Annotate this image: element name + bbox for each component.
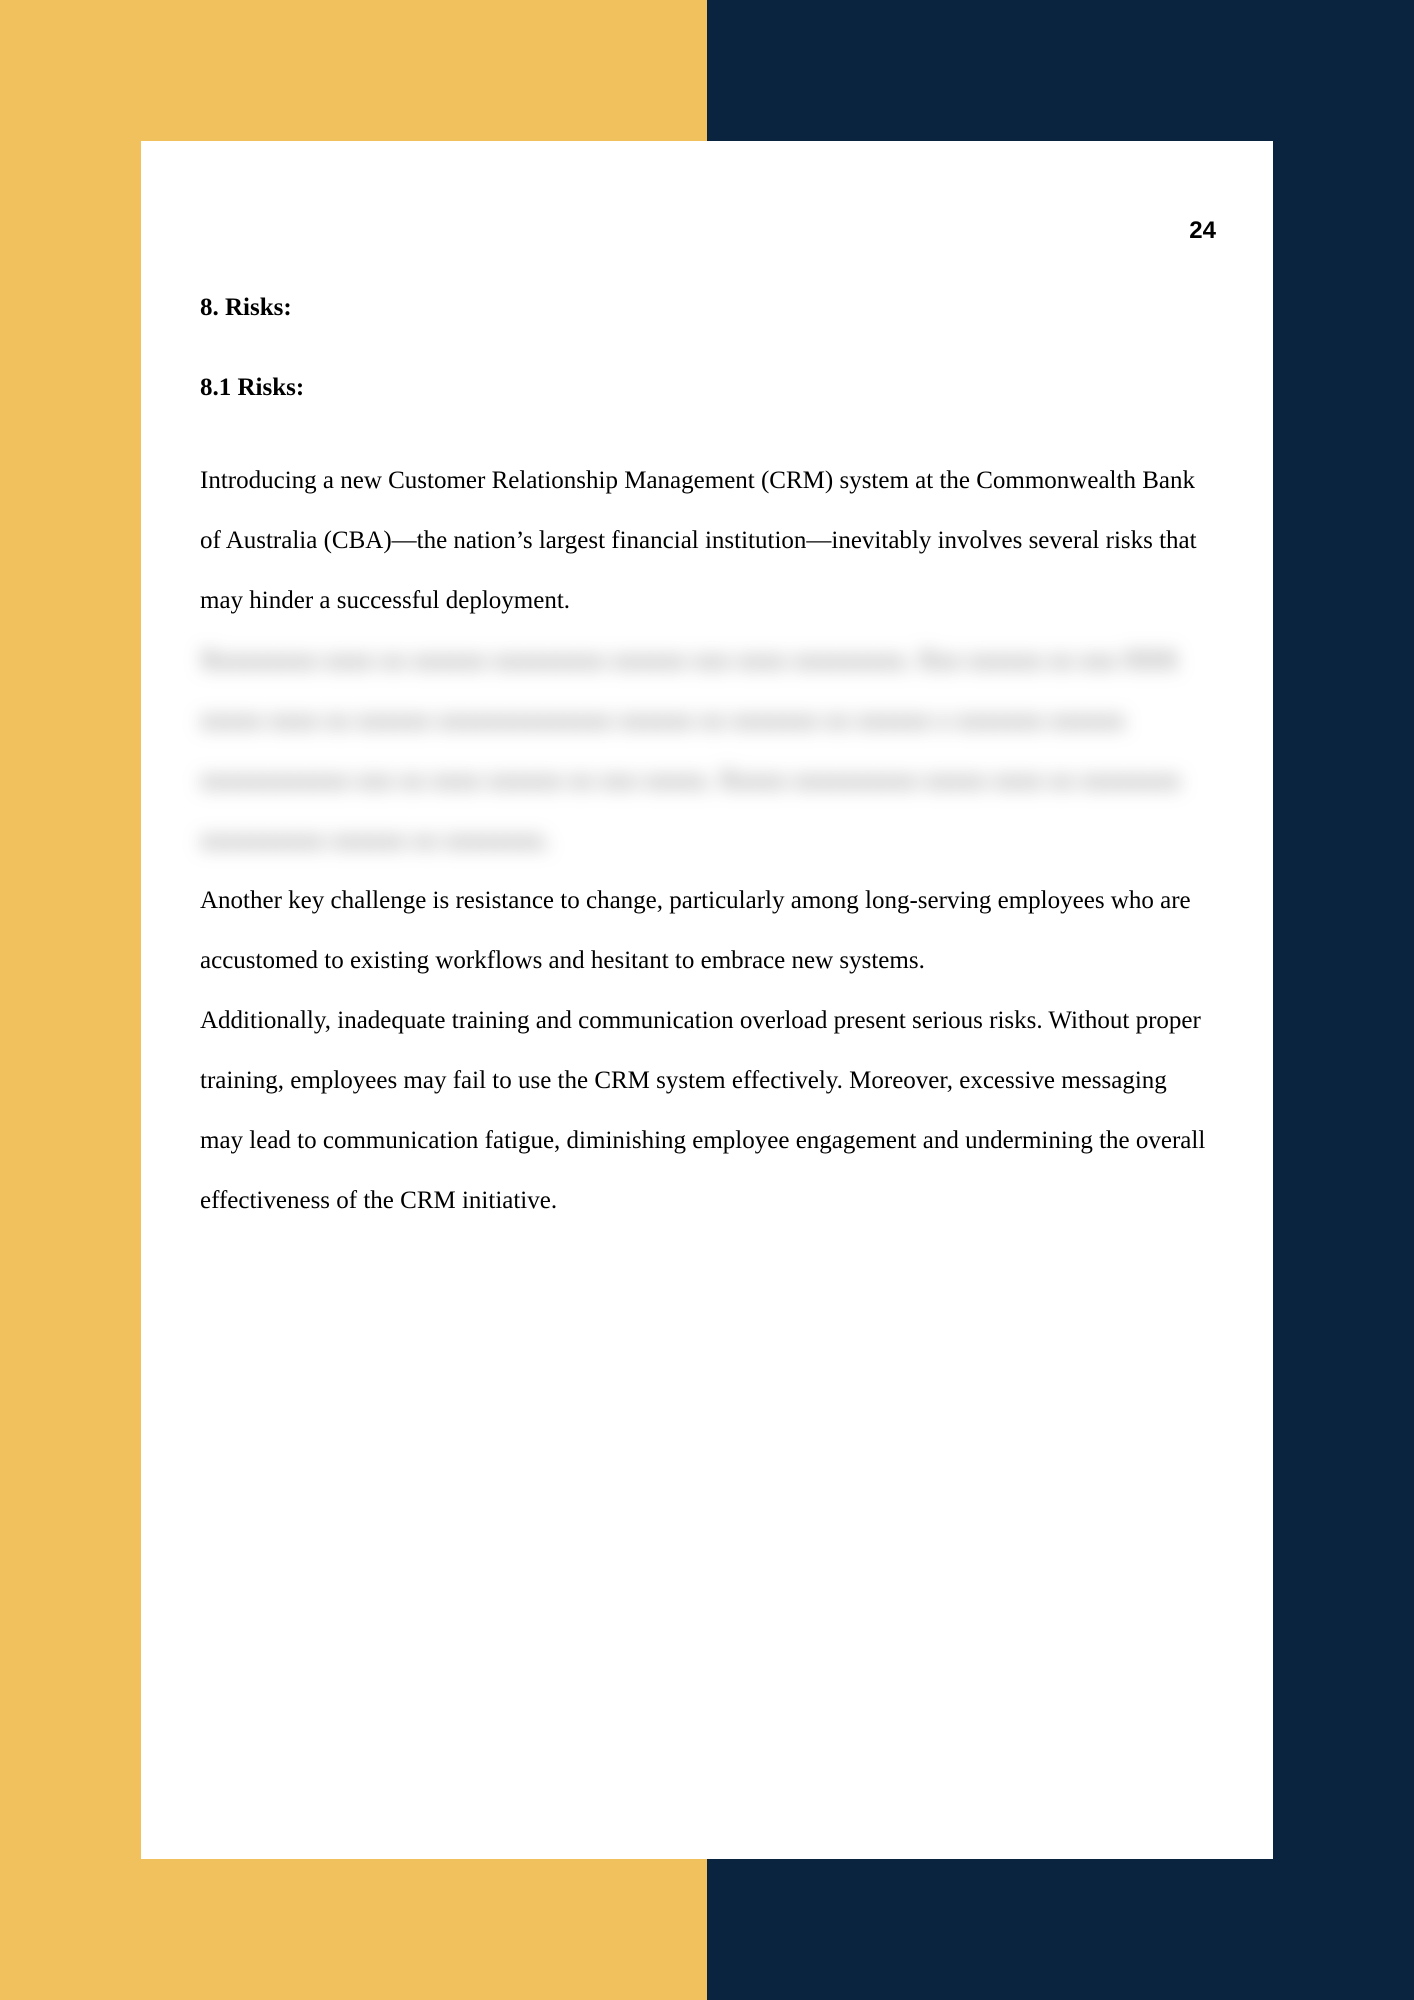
subsection-heading: 8.1 Risks: (200, 374, 305, 401)
page-content (200, 293, 1210, 1231)
section-heading: 8. Risks: (200, 294, 292, 321)
paragraph-training: Additionally, inadequate training and communication overload present serious risks. Without proper training, employees may fail to use the CRM system effectively. Moreover, excessive messaging may lead to communication fatigue, diminishing employee engagement and undermining the overall effectiveness of the CRM initiative. (200, 1007, 1206, 1214)
paragraph-intro: Introducing a new Customer Relationship Management (CRM) system at the Commonwealth Bank of Australia (CBA)—the nation’s largest financial institution—inevitably involves several risks that may hinder a successful deployment. (200, 467, 1197, 614)
blurred-paragraph: Xxxxxxxxx xxxx xx xxxxxx xxxxxxxxx xxxxxx xxx xxxx xxxxxxxxx. Xxx xxxxxx xx xxx XXX xxxxx xxxx xx xxxxxx xxxxxxxxxxxxxx xxxxxx xx xxxxxxx xx xxxxxx x xxxxxxx xxxxxx xxxxxxxxxxxx xxx xx xxxx xxxxxx xx xxx xxxxx. Xxxxx xxxxxxxxxx xxxxx xxxx xx xxxxxxxx xxxxxxxxxx xxxxxx xx xxxxxxxx. (200, 647, 1181, 854)
paragraph-resistance: Another key challenge is resistance to change, particularly among long-serving employees who are accustomed to existing workflows and hesitant to embrace new systems. (200, 887, 1191, 974)
page-number: 24 (1189, 217, 1216, 244)
document-page (141, 141, 1273, 1859)
